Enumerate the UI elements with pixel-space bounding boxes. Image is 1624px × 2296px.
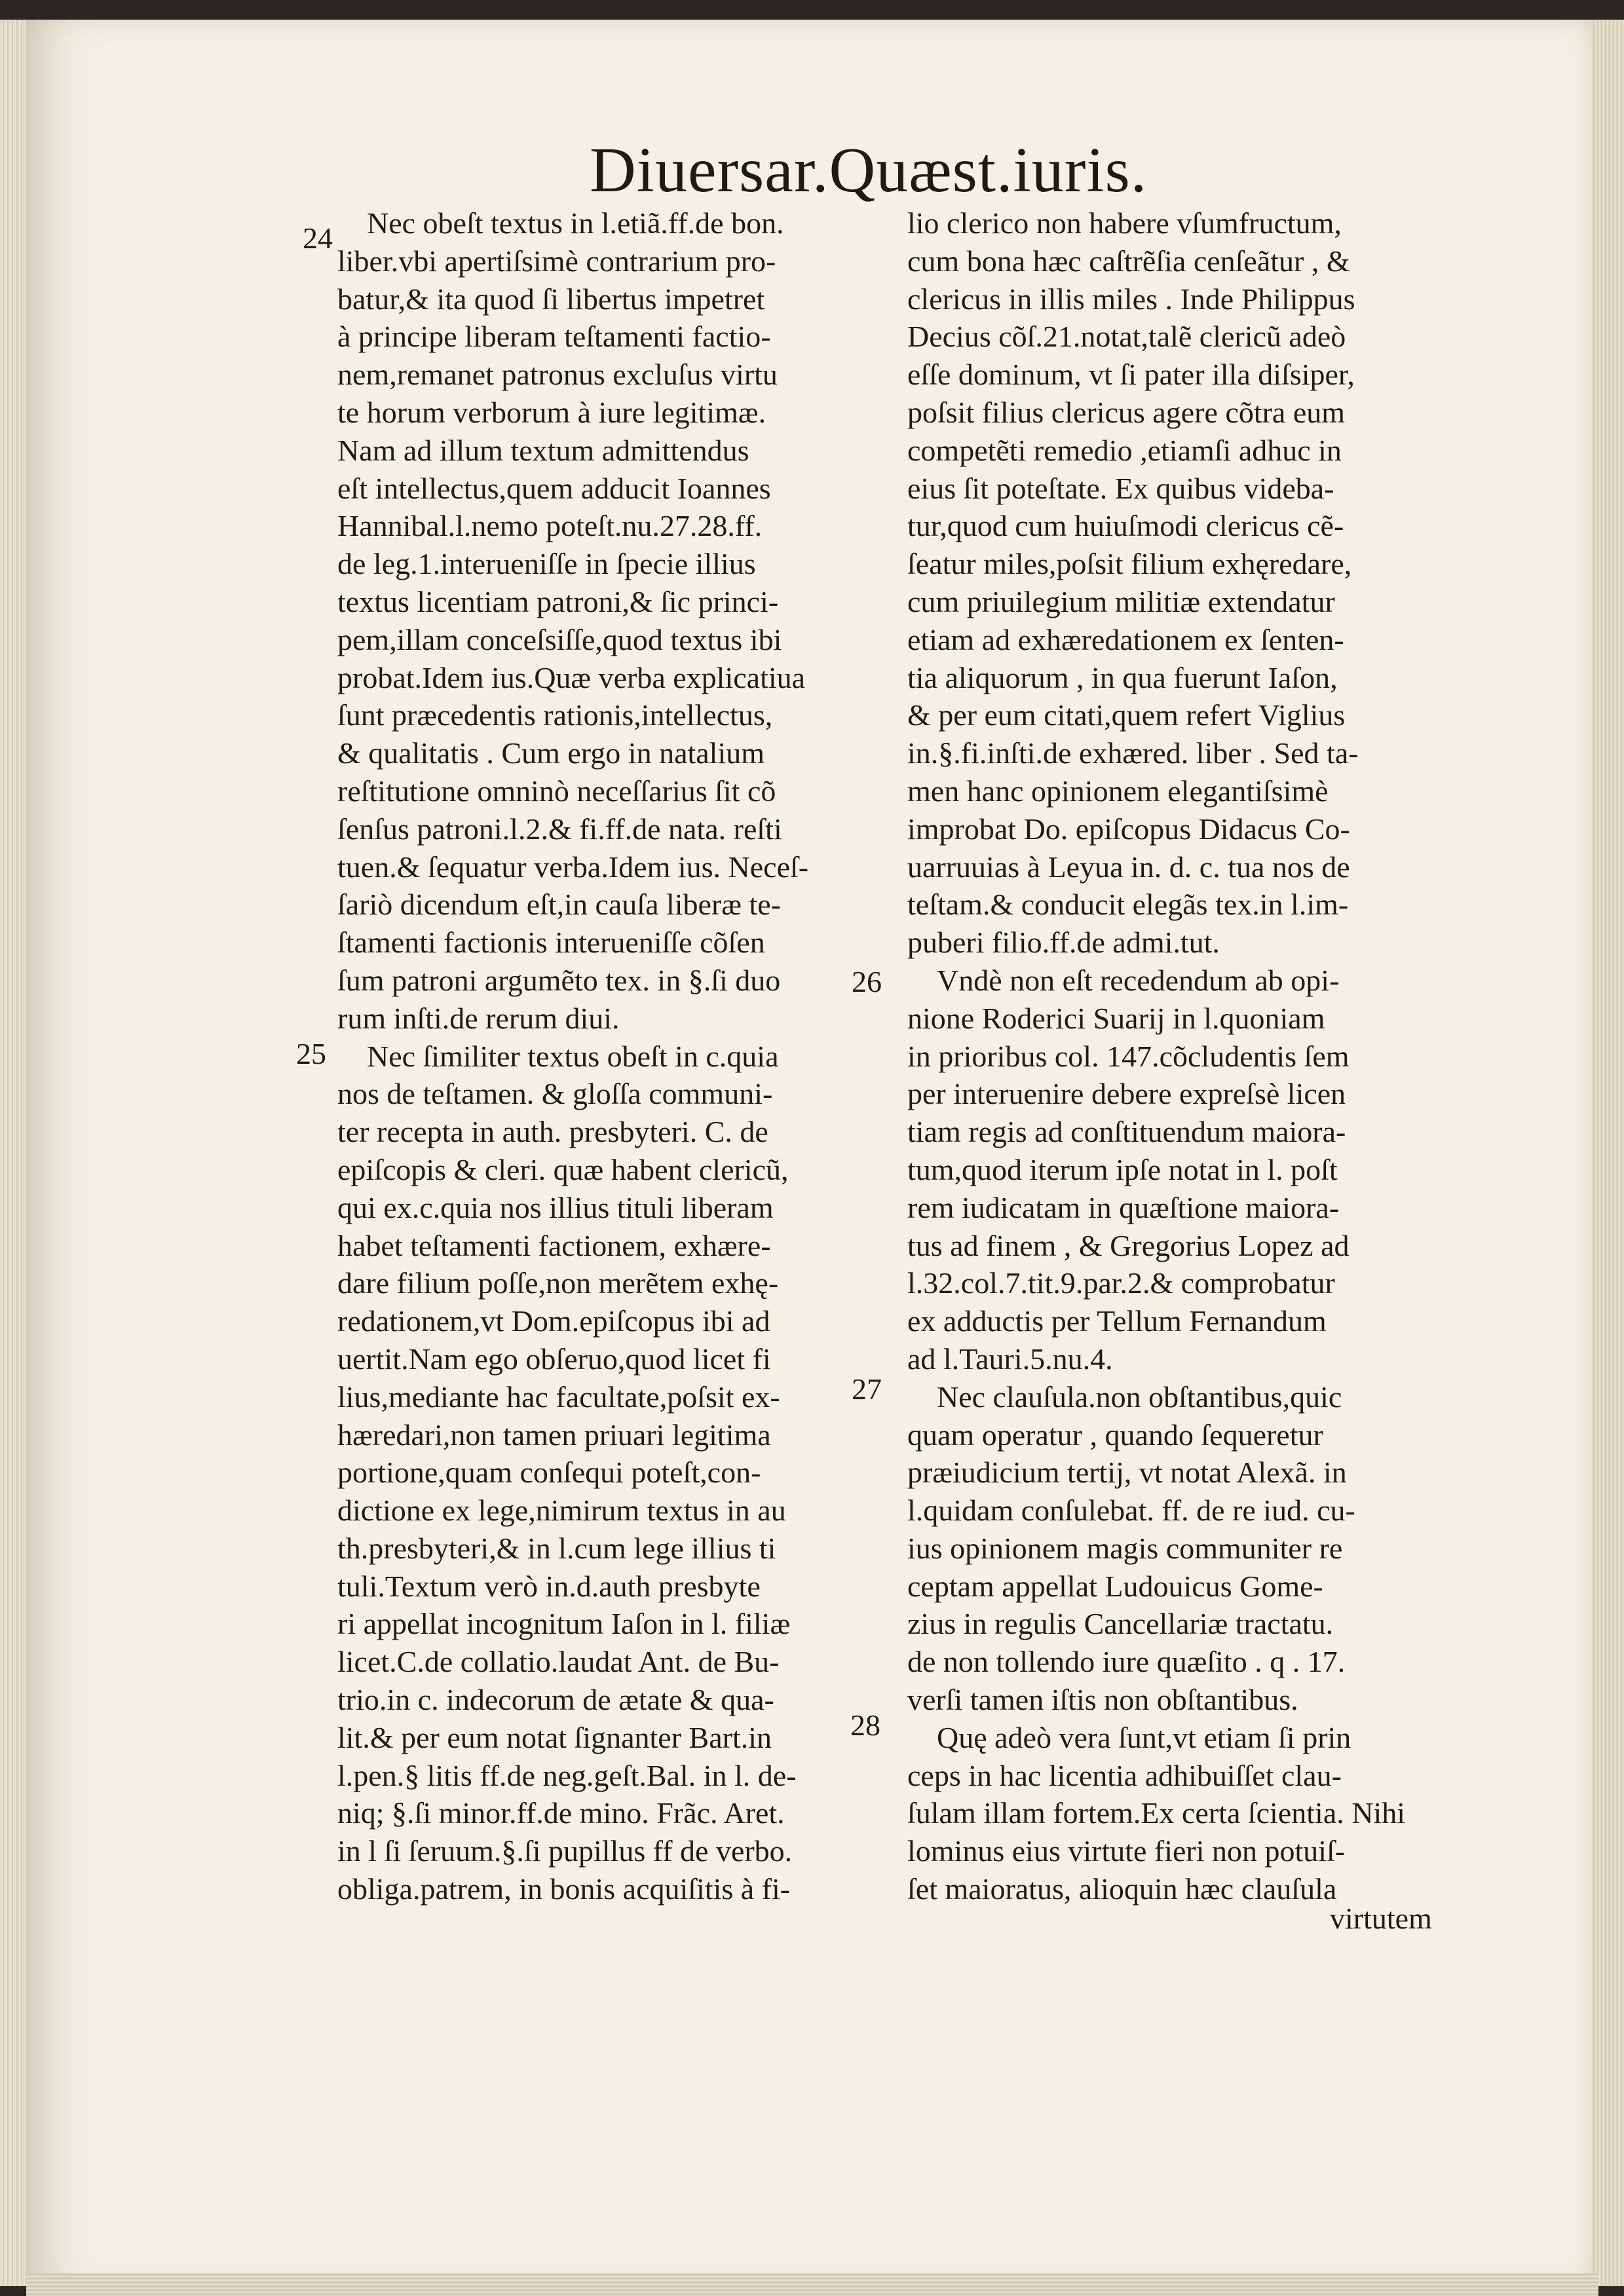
text-line: th.presbyteri,& in l.cum lege illius ti: [337, 1531, 776, 1565]
text-line: tuli.Textum verò in.d.auth presbyte: [337, 1569, 761, 1603]
text-line: de leg.1.interueniſſe in ſpecie illius: [337, 547, 756, 581]
catchword: virtutem: [1330, 1902, 1432, 1935]
text-line: & per eum citati,quem refert Viglius: [907, 698, 1346, 732]
text-line: ſunt præcedentis rationis,intellectus,: [337, 698, 773, 732]
margin-number: 26: [852, 965, 882, 998]
text-line: improbat Do. epiſcopus Didacus Co-: [907, 812, 1350, 846]
text-line: zius in regulis Cancellariæ tractatu.: [907, 1607, 1334, 1641]
text-line: Nam ad illum textum admittendus: [337, 433, 749, 467]
text-line: l.quidam conſulebat. ff. de re iud. cu-: [907, 1494, 1355, 1528]
text-line: puberi filio.ff.de admi.tut.: [907, 926, 1220, 960]
left-text-column: [337, 204, 865, 1908]
text-line: tuen.& ſequatur verba.Idem ius. Neceſ-: [337, 850, 809, 884]
text-line: pem,illam conceſsiſſe,quod textus ibi: [337, 622, 782, 656]
text-line: ſtamenti factionis interueniſſe cõſen: [337, 926, 765, 960]
text-line: ceps in hac licentia adhibuiſſet clau-: [907, 1758, 1342, 1792]
text-line: uarruuias à Leyua in. d. c. tua nos de: [907, 850, 1350, 884]
text-line: licet.C.de collatio.laudat Ant. de Bu-: [337, 1645, 780, 1679]
text-line: batur,& ita quod ſi libertus impetret: [337, 282, 765, 316]
running-title: Diuersar.Quæst.iuris.: [590, 135, 1148, 206]
text-line: probat.Idem ius.Quæ verba explicatiua: [337, 660, 806, 694]
text-line: Decius cõſ.21.notat,talẽ clericũ adeò: [907, 320, 1346, 354]
text-line: lius,mediante hac facultate,poſsit ex-: [337, 1380, 780, 1414]
text-line: obliga.patrem, in bonis acquiſitis à fi-: [337, 1872, 791, 1906]
margin-number: 24: [303, 221, 333, 255]
text-line: & qualitatis . Cum ergo in natalium: [337, 736, 765, 770]
text-line: liber.vbi apertiſsimè contrarium pro-: [337, 244, 776, 278]
text-line: cum bona hæc caſtrẽſia cenſeãtur , &: [907, 244, 1350, 278]
text-line: ſet maioratus, alioquin hæc clauſula: [907, 1872, 1337, 1906]
text-line: l.pen.§ litis ff.de neg.geſt.Bal. in l. de-: [337, 1758, 797, 1792]
text-line: tiam regis ad conſtituendum maiora-: [907, 1115, 1346, 1149]
text-line: hæredari,non tamen priuari legitima: [337, 1418, 771, 1452]
text-line: nione Roderici Suarij in l.quoniam: [907, 1001, 1325, 1035]
page-bottom-edge: [26, 2273, 1598, 2296]
text-line: Quę adeò vera ſunt,vt etiam ſi prin: [937, 1720, 1351, 1754]
text-line: Nec ſimiliter textus obeſt in c.quia: [367, 1039, 779, 1073]
text-line: reſtitutione omninò neceſſarius ſit cõ: [337, 774, 776, 808]
text-line: tum,quod iterum ipſe notat in l. poſt: [907, 1152, 1338, 1186]
text-line: nem,remanet patronus excluſus virtu: [337, 358, 778, 392]
text-line: tia aliquorum , in qua fuerunt Iaſon,: [907, 660, 1338, 694]
margin-number: 28: [850, 1708, 880, 1742]
text-line: competẽti remedio ,etiamſi adhuc in: [907, 433, 1342, 467]
text-line: portione,quam conſequi poteſt,con-: [337, 1456, 761, 1490]
text-line: ſeatur miles,poſsit filium exhęredare,: [907, 547, 1352, 581]
text-line: Hannibal.l.nemo poteſt.nu.27.28.ff.: [337, 509, 763, 543]
text-line: ſariò dicendum eſt,in cauſa liberæ te-: [337, 888, 781, 922]
text-line: l.32.col.7.tit.9.par.2.& comprobatur: [907, 1266, 1335, 1300]
text-line: ſulam illam fortem.Ex certa ſcientia. Nihi: [907, 1796, 1406, 1830]
text-line: in l ſi ſeruum.§.ſi pupillus ff de verbo.: [337, 1834, 793, 1868]
text-line: textus licentiam patroni,& ſic princi-: [337, 584, 779, 618]
text-line: lio clerico non habere vſumfructum,: [907, 206, 1342, 240]
text-line: quam operatur , quando ſequeretur: [907, 1418, 1323, 1452]
text-line: lominus eius virtute fieri non potuiſ-: [907, 1834, 1346, 1868]
text-line: verſi tamen iſtis non obſtantibus.: [907, 1683, 1298, 1717]
text-line: trio.in c. indecorum de ætate & qua-: [337, 1683, 774, 1717]
text-line: cum priuilegium militiæ extendatur: [907, 584, 1335, 618]
text-line: poſsit filius clericus agere cõtra eum: [907, 395, 1346, 429]
page-fore-edge: [1592, 20, 1624, 2286]
text-line: præiudicium tertij, vt notat Alexã. in: [907, 1456, 1347, 1490]
text-line: ceptam appellat Ludouicus Gome-: [907, 1569, 1323, 1603]
text-line: qui ex.c.quia nos illius tituli liberam: [337, 1190, 774, 1224]
text-line: rem iudicatam in quæſtione maiora-: [907, 1190, 1340, 1224]
text-line: eſt intellectus,quem adducit Ioannes: [337, 471, 771, 505]
text-line: ius opinionem magis communiter re: [907, 1531, 1343, 1565]
text-line: clericus in illis miles . Inde Philippus: [907, 282, 1355, 316]
text-line: eius ſit poteſtate. Ex quibus videba-: [907, 471, 1334, 505]
text-line: teſtam.& conducit elegãs tex.in l.im-: [907, 888, 1349, 922]
text-line: per interuenire debere expreſsè licen: [907, 1077, 1346, 1111]
text-line: etiam ad exhæredationem ex ſenten-: [907, 622, 1344, 656]
text-line: ex adductis per Tellum Fernandum: [907, 1304, 1327, 1338]
text-line: ſum patroni argumẽto tex. in §.ſi duo: [337, 963, 781, 997]
text-line: men hanc opinionem elegantiſsimè: [907, 774, 1329, 808]
text-line: rum inſti.de rerum diui.: [337, 1001, 620, 1035]
text-line: de non tollendo iure quæſito . q . 17.: [907, 1645, 1346, 1679]
text-line: Nec obeſt textus in l.etiã.ff.de bon.: [367, 206, 784, 240]
margin-number: 25: [296, 1037, 326, 1070]
text-line: ad l.Tauri.5.nu.4.: [907, 1342, 1113, 1376]
text-line: te horum verborum à iure legitimæ.: [337, 395, 766, 429]
text-line: eſſe dominum, vt ſi pater illa diſsiper,: [907, 358, 1355, 392]
right-text-column: [907, 204, 1418, 1908]
text-line: uertit.Nam ego obſeruo,quod licet fi: [337, 1342, 771, 1376]
text-line: tur,quod cum huiuſmodi clericus cẽ-: [907, 509, 1344, 543]
text-line: dictione ex lege,nimirum textus in au: [337, 1494, 786, 1528]
text-line: Nec clauſula.non obſtantibus,quic: [937, 1380, 1342, 1414]
text-line: niq; §.ſi minor.ff.de mino. Frãc. Aret.: [337, 1796, 785, 1830]
text-line: in.§.fi.inſti.de exhæred. liber . Sed ta-: [907, 736, 1359, 770]
text-line: ri appellat incognitum Iaſon in l. filiæ: [337, 1607, 791, 1641]
text-line: lit.& per eum notat ſignanter Bart.in: [337, 1720, 772, 1754]
margin-number: 27: [852, 1372, 882, 1406]
text-line: habet teſtamenti factionem, exhære-: [337, 1228, 771, 1262]
text-line: tus ad finem , & Gregorius Lopez ad: [907, 1228, 1350, 1262]
text-line: ſenſus patroni.l.2.& fi.ff.de nata. reſti: [337, 812, 782, 846]
text-line: dare filium poſſe,non merẽtem exhę-: [337, 1266, 779, 1300]
text-line: Vndè non eſt recedendum ab opi-: [937, 963, 1340, 997]
text-line: à principe liberam teſtamenti factio-: [337, 320, 771, 354]
text-line: redationem,vt Dom.epiſcopus ibi ad: [337, 1304, 770, 1338]
text-line: in prioribus col. 147.cõcludentis ſem: [907, 1039, 1350, 1073]
text-line: nos de teſtamen. & gloſſa communi-: [337, 1077, 773, 1111]
text-line: ter recepta in auth. presbyteri. C. de: [337, 1115, 768, 1149]
text-line: epiſcopis & cleri. quæ habent clericũ,: [337, 1152, 789, 1186]
